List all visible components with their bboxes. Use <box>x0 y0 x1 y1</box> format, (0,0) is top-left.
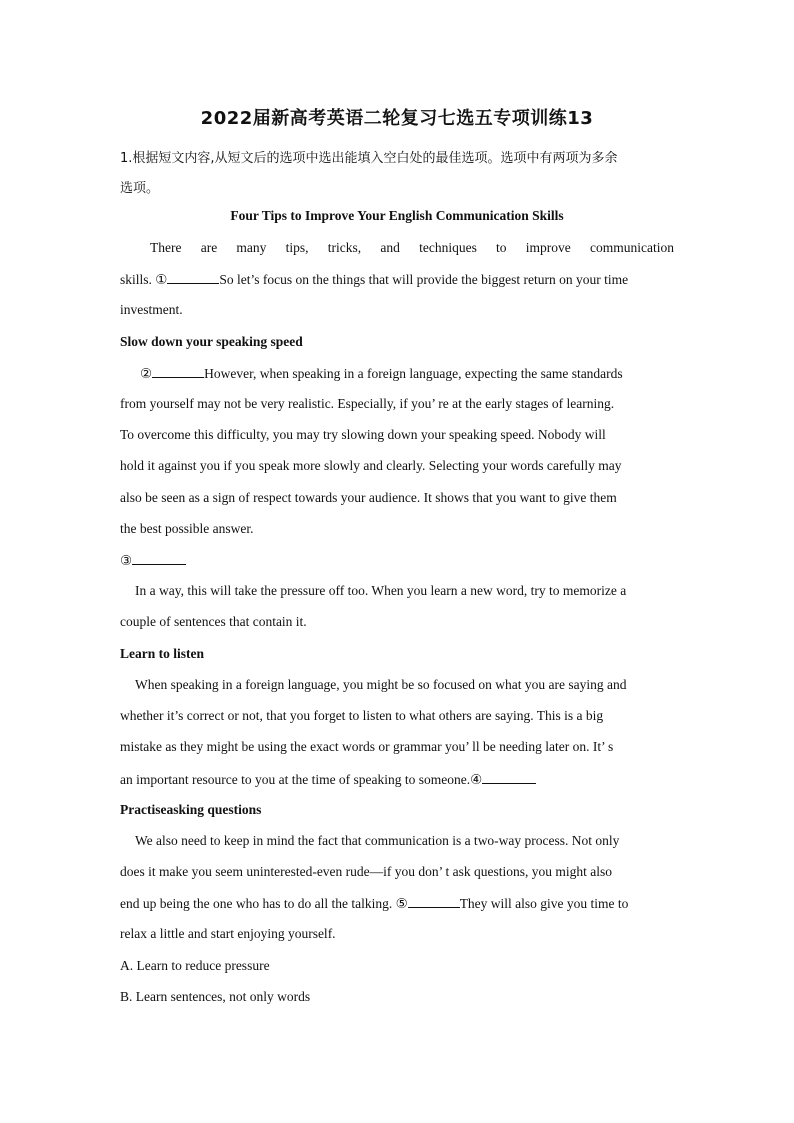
answer-blank-2[interactable] <box>152 365 204 378</box>
intro-line-1: There are many tips, tricks, and techniques to improve communication <box>150 240 674 255</box>
p1-line-3: To overcome this difficulty, you may try slowing down your speaking speed. Nobody will <box>120 427 606 442</box>
section-heading-blank-3 <box>120 552 674 569</box>
answer-blank-4[interactable] <box>482 771 536 784</box>
p2-line-2: couple of sentences that contain it. <box>120 614 307 629</box>
answer-blank-3[interactable] <box>132 552 186 565</box>
p3-line-4 <box>120 771 674 788</box>
p3-line-3: mistake as they might be using the exact words or grammar you’ ll be needing later on. It’ s <box>120 739 614 754</box>
p1-line-1-rest: However, when speaking in a foreign language, expecting the same standards <box>204 366 623 381</box>
p4-line-4: relax a little and start enjoying yourself. <box>120 926 336 941</box>
intro-line-2 <box>120 271 674 288</box>
p1-line-6: the best possible answer. <box>120 521 254 536</box>
section-heading-learn-to-listen: Learn to listen <box>120 646 204 661</box>
p3-line-4-text: an important resource to you at the time of speaking to someone.④ <box>120 772 483 787</box>
instruction-line-2: 选项。 <box>120 181 160 196</box>
p3-line-1: When speaking in a foreign language, you might be so focused on what you are saying and <box>135 677 627 692</box>
answer-blank-1[interactable] <box>167 271 219 284</box>
passage-title: Four Tips to Improve Your English Communication Skills <box>230 208 564 223</box>
p4-line-1: We also need to keep in mind the fact that communication is a two-way process. Not only <box>135 833 620 848</box>
document-title: 2022届新高考英语二轮复习七选五专项训练13 <box>200 108 594 129</box>
section-heading-asking-questions: Practiseasking questions <box>120 802 262 817</box>
p1-line-4: hold it against you if you speak more slowly and clearly. Selecting your words carefully may <box>120 458 622 473</box>
option-b: B. Learn sentences, not only words <box>120 989 311 1004</box>
intro-line-3: investment. <box>120 302 183 317</box>
blank-3-marker: ③ <box>120 553 133 568</box>
intro-line-2-lead: skills. ① <box>120 272 168 287</box>
intro-line-2-rest: So let’s focus on the things that will provide the biggest return on your time <box>219 272 629 287</box>
option-a: A. Learn to reduce pressure <box>120 958 270 973</box>
p1-line-1-marker: ② <box>140 366 153 381</box>
p1-line-1 <box>140 365 674 382</box>
instruction-line-1: 1.根据短文内容,从短文后的选项中选出能填入空白处的最佳选项。选项中有两项为多余 <box>120 151 618 166</box>
p1-line-5: also be seen as a sign of respect towards your audience. It shows that you want to give them <box>120 490 617 505</box>
answer-blank-5[interactable] <box>408 895 460 908</box>
p4-line-3 <box>120 895 674 912</box>
p4-line-3-rest: They will also give you time to <box>459 896 629 911</box>
p2-line-1: In a way, this will take the pressure off too. When you learn a new word, try to memorize a <box>135 583 627 598</box>
p4-line-2: does it make you seem uninterested-even rude—if you don’ t ask questions, you might also <box>120 864 613 879</box>
p1-line-2: from yourself may not be very realistic. Especially, if you’ re at the early stages of learning. <box>120 396 615 411</box>
section-heading-slow-down: Slow down your speaking speed <box>120 334 303 349</box>
p3-line-2: whether it’s correct or not, that you forget to listen to what others are saying. This is a big <box>120 708 604 723</box>
p4-line-3-text: end up being the one who has to do all the talking. ⑤ <box>120 896 408 911</box>
